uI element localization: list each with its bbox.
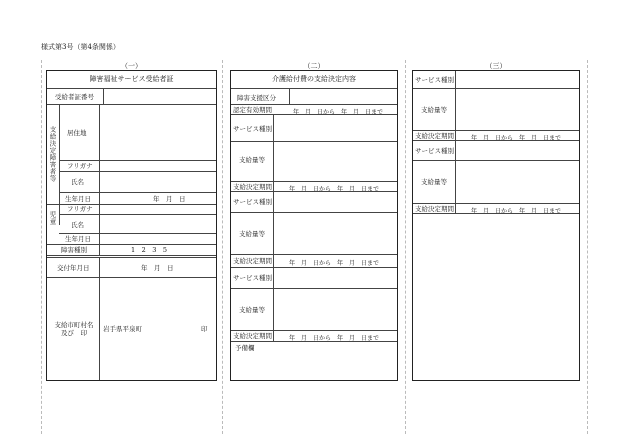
address-label: 居住地 — [67, 129, 87, 137]
valid-period-value: 年 月 日から 年 月 日まで — [293, 109, 384, 116]
decision-period-label-5: 支給決定期間 — [415, 205, 454, 213]
service-type-label-3: サービス種別 — [233, 274, 272, 282]
birth-date-label: 生年月日 — [65, 195, 91, 203]
recipient-number-label: 受給者証番号 — [55, 93, 94, 101]
support-category-label: 障害支援区分 — [237, 94, 276, 102]
panel-1-header: （一） — [121, 62, 142, 70]
fold-line-right — [587, 60, 588, 434]
notes-label: 予備欄 — [235, 344, 255, 352]
panel-2-header: （二） — [303, 62, 325, 70]
panel-1-certificate — [46, 70, 217, 381]
decision-holder-label: 支給決定障害者等 — [48, 126, 57, 182]
certificate-title: 障害福祉サービス受給者証 — [89, 75, 174, 83]
name-label: 氏名 — [71, 178, 84, 186]
decision-period-value-4: 年 月 日から 年 月 日まで — [471, 135, 562, 142]
seal-mark: 印 — [201, 325, 208, 333]
decision-period-label-2: 支給決定期間 — [233, 257, 272, 265]
decision-period-label-4: 支給決定期間 — [415, 132, 454, 140]
decision-period-label-3: 支給決定期間 — [233, 332, 272, 340]
decision-period-value-2: 年 月 日から 年 月 日まで — [289, 260, 380, 267]
supply-amount-label-2: 支給量等 — [239, 230, 265, 238]
decision-period-value-1: 年 月 日から 年 月 日まで — [289, 186, 380, 193]
supply-amount-label-5: 支給量等 — [421, 178, 447, 186]
child-birth-date-label: 生年月日 — [65, 235, 91, 243]
panel-3-header: （三） — [485, 62, 507, 70]
decision-period-value-5: 年 月 日から 年 月 日まで — [471, 208, 562, 215]
birth-date-value: 年 月 日 — [153, 195, 186, 203]
service-type-label-2: サービス種別 — [233, 198, 272, 206]
panel-3-decision — [412, 70, 580, 381]
issue-date-label: 交付年月日 — [57, 264, 90, 272]
service-type-label-4: サービス種別 — [415, 76, 454, 84]
service-type-label-5: サービス種別 — [415, 147, 454, 155]
child-label: 児童 — [48, 211, 57, 225]
supply-amount-label-4: 支給量等 — [421, 106, 447, 114]
supply-amount-label-1: 支給量等 — [239, 156, 265, 164]
decision-period-label-1: 支給決定期間 — [233, 183, 272, 191]
issue-date-value: 年 月 日 — [141, 264, 174, 272]
fold-line-left — [41, 60, 42, 434]
panel-2-decision — [230, 70, 398, 381]
furigana-label: フリガナ — [67, 162, 93, 170]
municipality-label: 支給市町村名 及び 印 — [54, 321, 94, 338]
municipality-value: 岩手県平泉町 — [103, 325, 142, 333]
disability-type-label: 障害種別 — [61, 246, 87, 254]
supply-amount-label-3: 支給量等 — [239, 306, 265, 314]
fold-line-1 — [222, 60, 223, 434]
disability-type-value: 1 2 3 5 — [131, 246, 168, 254]
decision-period-value-3: 年 月 日から 年 月 日まで — [289, 335, 380, 342]
fold-line-2 — [405, 60, 406, 434]
decision-title: 介護給付費の支給決定内容 — [272, 75, 356, 83]
child-name-label: 氏名 — [71, 221, 84, 229]
form-label: 様式第3号（第4条関係） — [41, 43, 120, 51]
service-type-label-1: サービス種別 — [233, 125, 272, 133]
valid-period-label: 認定有効期間 — [233, 106, 272, 114]
child-furigana-label: フリガナ — [67, 205, 93, 213]
